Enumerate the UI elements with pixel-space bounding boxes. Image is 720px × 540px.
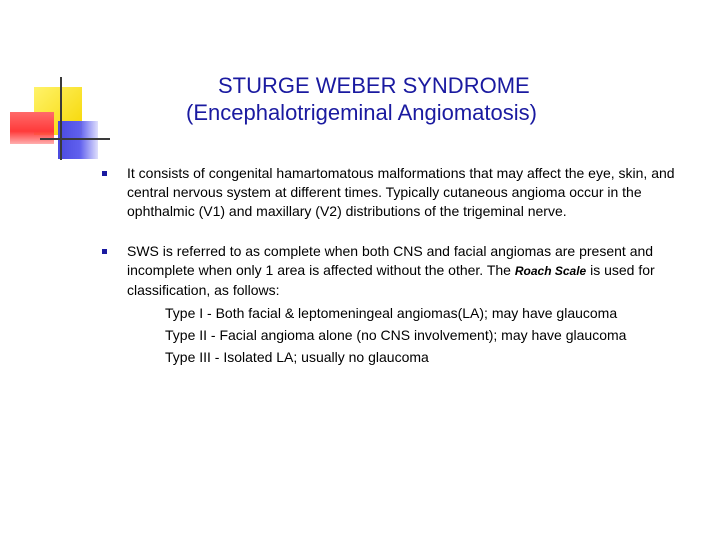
bullet-square-icon (102, 171, 107, 176)
blue-square (58, 121, 98, 159)
bullet-text: It consists of congenital hamartomatous malformations that may affect the eye, skin, and central nervous system at different times. Typically cutaneous angioma occur in the ophthalmic (V1) and maxillary (V2) distributions of the trigeminal nerve. (127, 165, 675, 219)
type-list (127, 302, 700, 368)
bullet-square-icon (102, 249, 107, 254)
horizontal-line (40, 138, 110, 140)
title-line-1: STURGE WEBER SYNDROME (218, 73, 530, 98)
bullet-item (100, 242, 700, 368)
vertical-line (60, 77, 62, 160)
roach-scale-emphasis: Roach Scale (514, 264, 587, 278)
bullet-item (100, 164, 700, 221)
slide-body (100, 164, 700, 368)
bullet-text-before: SWS is referred to as complete when both CNS and facial angiomas are present and incomplete when only 1 area is affected without the other. The (127, 243, 654, 278)
type-item: Type III - Isolated LA; usually no glaucoma (165, 349, 429, 365)
decorative-squares (0, 0, 110, 170)
bullet-text-after: is used for classification, as follows: (127, 262, 655, 298)
title-line-2: (Encephalotrigeminal Angiomatosis) (186, 100, 537, 125)
type-item: Type I - Both facial & leptomeningeal angiomas(LA); may have glaucoma (165, 305, 618, 321)
type-item: Type II - Facial angioma alone (no CNS involvement); may have glaucoma (165, 327, 627, 343)
